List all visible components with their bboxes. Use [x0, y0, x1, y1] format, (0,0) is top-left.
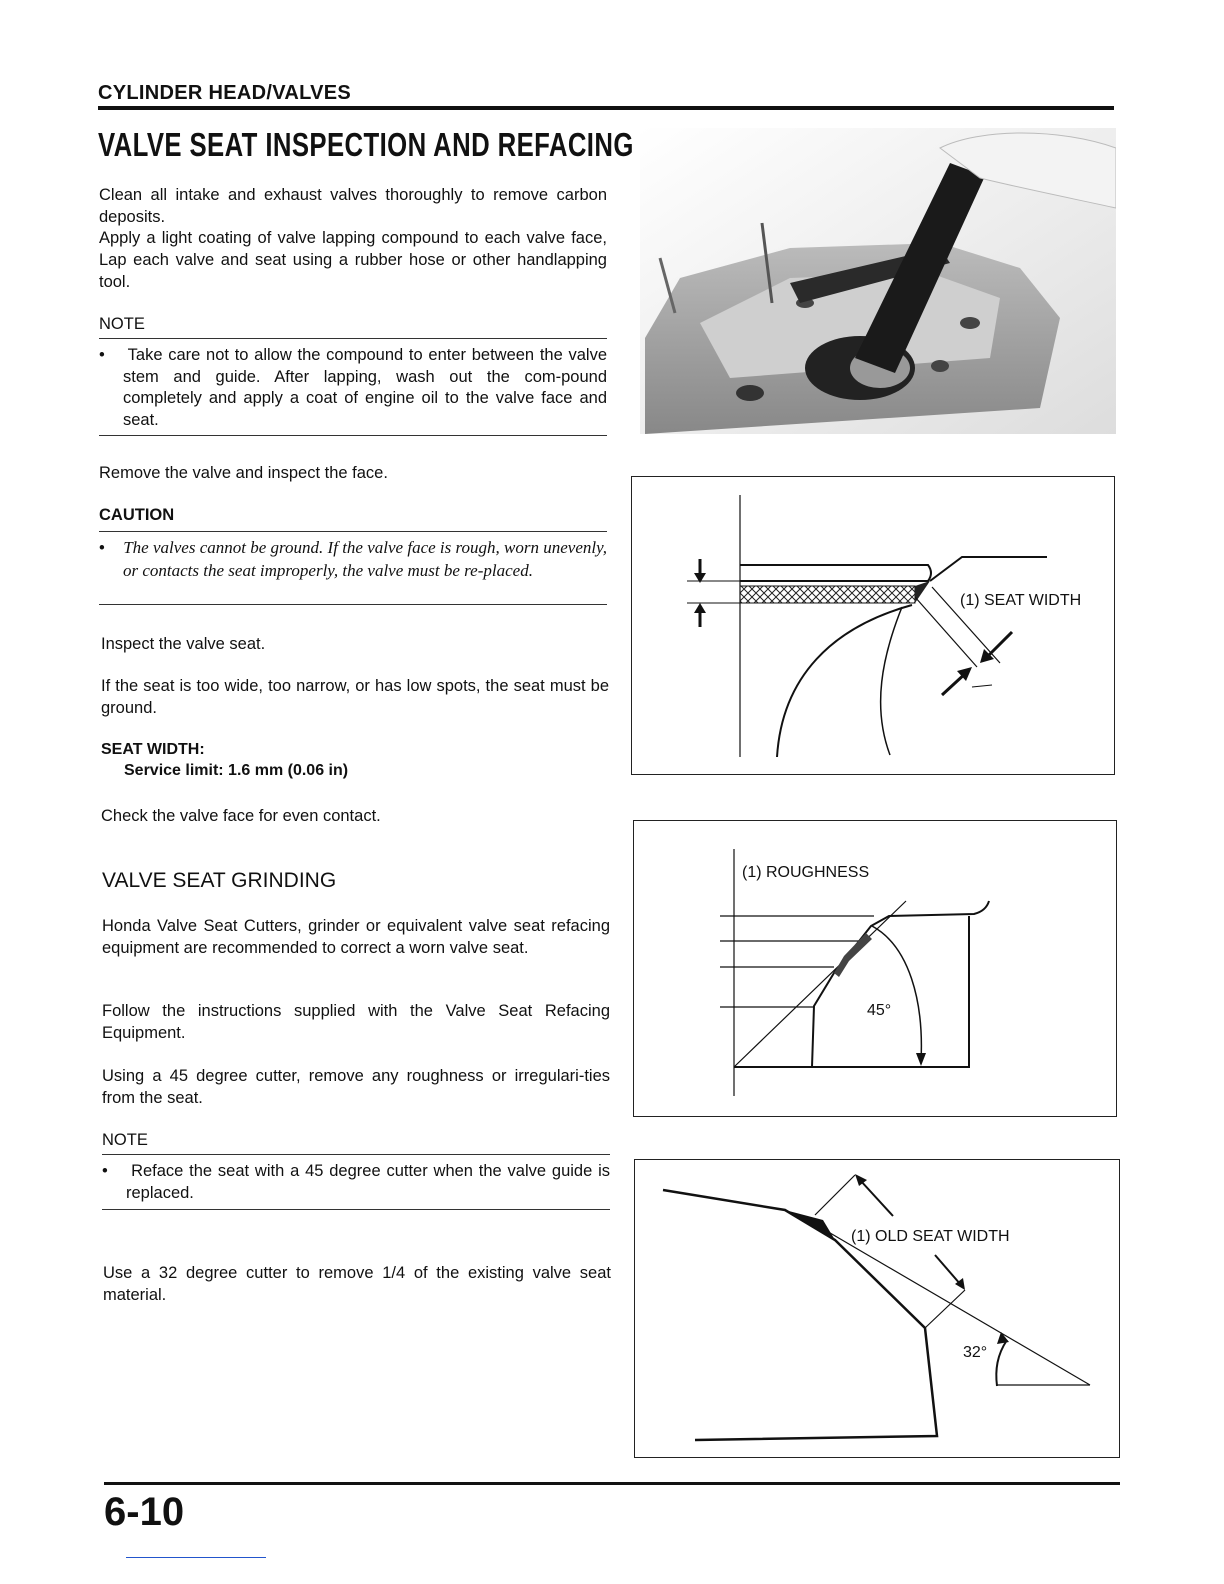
page-title: VALVE SEAT INSPECTION AND REFACING: [98, 126, 634, 163]
roughness-label: (1) ROUGHNESS: [742, 864, 870, 881]
note2-bullet-text: Reface the seat with a 45 degree cutter when the valve guide is replaced.: [126, 1162, 610, 1202]
caution-rule-bottom: [99, 604, 607, 605]
angle-32-label: 32°: [963, 1344, 988, 1361]
grinding-heading: VALVE SEAT GRINDING: [102, 869, 337, 892]
caution-bullet: • The valves cannot be ground. If the valve face is rough, worn unevenly, or contacts the seat improperly, the valve must be re-placed.: [99, 538, 607, 580]
angle-45-label: 45°: [867, 1002, 892, 1019]
caution-bullet-text: The valves cannot be ground. If the valve face is rough, worn unevenly, or contacts the seat improperly, the valve must be re-placed.: [123, 538, 607, 580]
note-bullet: • Take care not to allow the compound to enter between the valve stem and guide. After lapping, wash out the com-pound completely and apply a coat of engine oil to the valve face and seat.: [99, 346, 607, 429]
caution-rule-top: [99, 531, 607, 532]
figure-roughness: [633, 820, 1117, 1117]
cutter-32-text: Use a 32 degree cutter to remove 1/4 of the existing valve seat material.: [103, 1264, 611, 1304]
seat-width-label: (1) SEAT WIDTH: [960, 592, 1082, 609]
note2-bullet: • Reface the seat with a 45 degree cutter when the valve guide is replaced.: [102, 1162, 610, 1202]
remove-valve-text: Remove the valve and inspect the face.: [99, 464, 388, 482]
old-seat-width-label: (1) OLD SEAT WIDTH: [851, 1228, 1010, 1245]
section-header: CYLINDER HEAD/VALVES: [98, 82, 352, 104]
note2-rule-bottom: [102, 1209, 610, 1210]
spec-label: SEAT WIDTH:: [101, 741, 205, 758]
page-number: 6-10: [104, 1490, 185, 1534]
caution-heading: CAUTION: [99, 506, 175, 524]
note-heading: NOTE: [99, 315, 145, 333]
header-rule: [98, 106, 1114, 110]
seat-ground-text: If the seat is too wide, too narrow, or has low spots, the seat must be ground.: [101, 677, 609, 717]
note2-heading: NOTE: [102, 1131, 148, 1149]
spec-service-limit: Service limit: 1.6 mm (0.06 in): [124, 762, 349, 779]
intro-paragraph-1: Clean all intake and exhaust valves thoroughly to remove carbon deposits.: [99, 186, 607, 226]
figure-old-seat-width: [634, 1159, 1120, 1458]
footer-rule: [104, 1482, 1120, 1485]
grinding-paragraph-2: Follow the instructions supplied with the Valve Seat Refacing Equipment.: [102, 1002, 610, 1042]
intro-paragraph-2: Apply a light coating of valve lapping compound to each valve face, Lap each valve and seat using a rubber hose or other handlapping tool.: [99, 229, 607, 291]
note-rule-bottom: [99, 435, 607, 436]
note-rule-top: [99, 338, 607, 339]
grinding-paragraph-3: Using a 45 degree cutter, remove any roughness or irregulari-ties from the seat.: [102, 1067, 610, 1107]
figure-seat-width: [631, 476, 1115, 775]
inspect-seat-text: Inspect the valve seat.: [101, 635, 266, 653]
valve-lapping-photo: [640, 128, 1116, 434]
footer-link-line: [126, 1557, 266, 1558]
note-bullet-text: Take care not to allow the compound to enter between the valve stem and guide. After lapping, wash out the com-pound completely and apply a coat of engine oil to the valve face and seat.: [123, 346, 607, 429]
note2-rule-top: [102, 1154, 610, 1155]
check-face-text: Check the valve face for even contact.: [101, 807, 381, 825]
grinding-paragraph-1: Honda Valve Seat Cutters, grinder or equivalent valve seat refacing equipment are recommended to correct a worn valve seat.: [102, 917, 610, 957]
